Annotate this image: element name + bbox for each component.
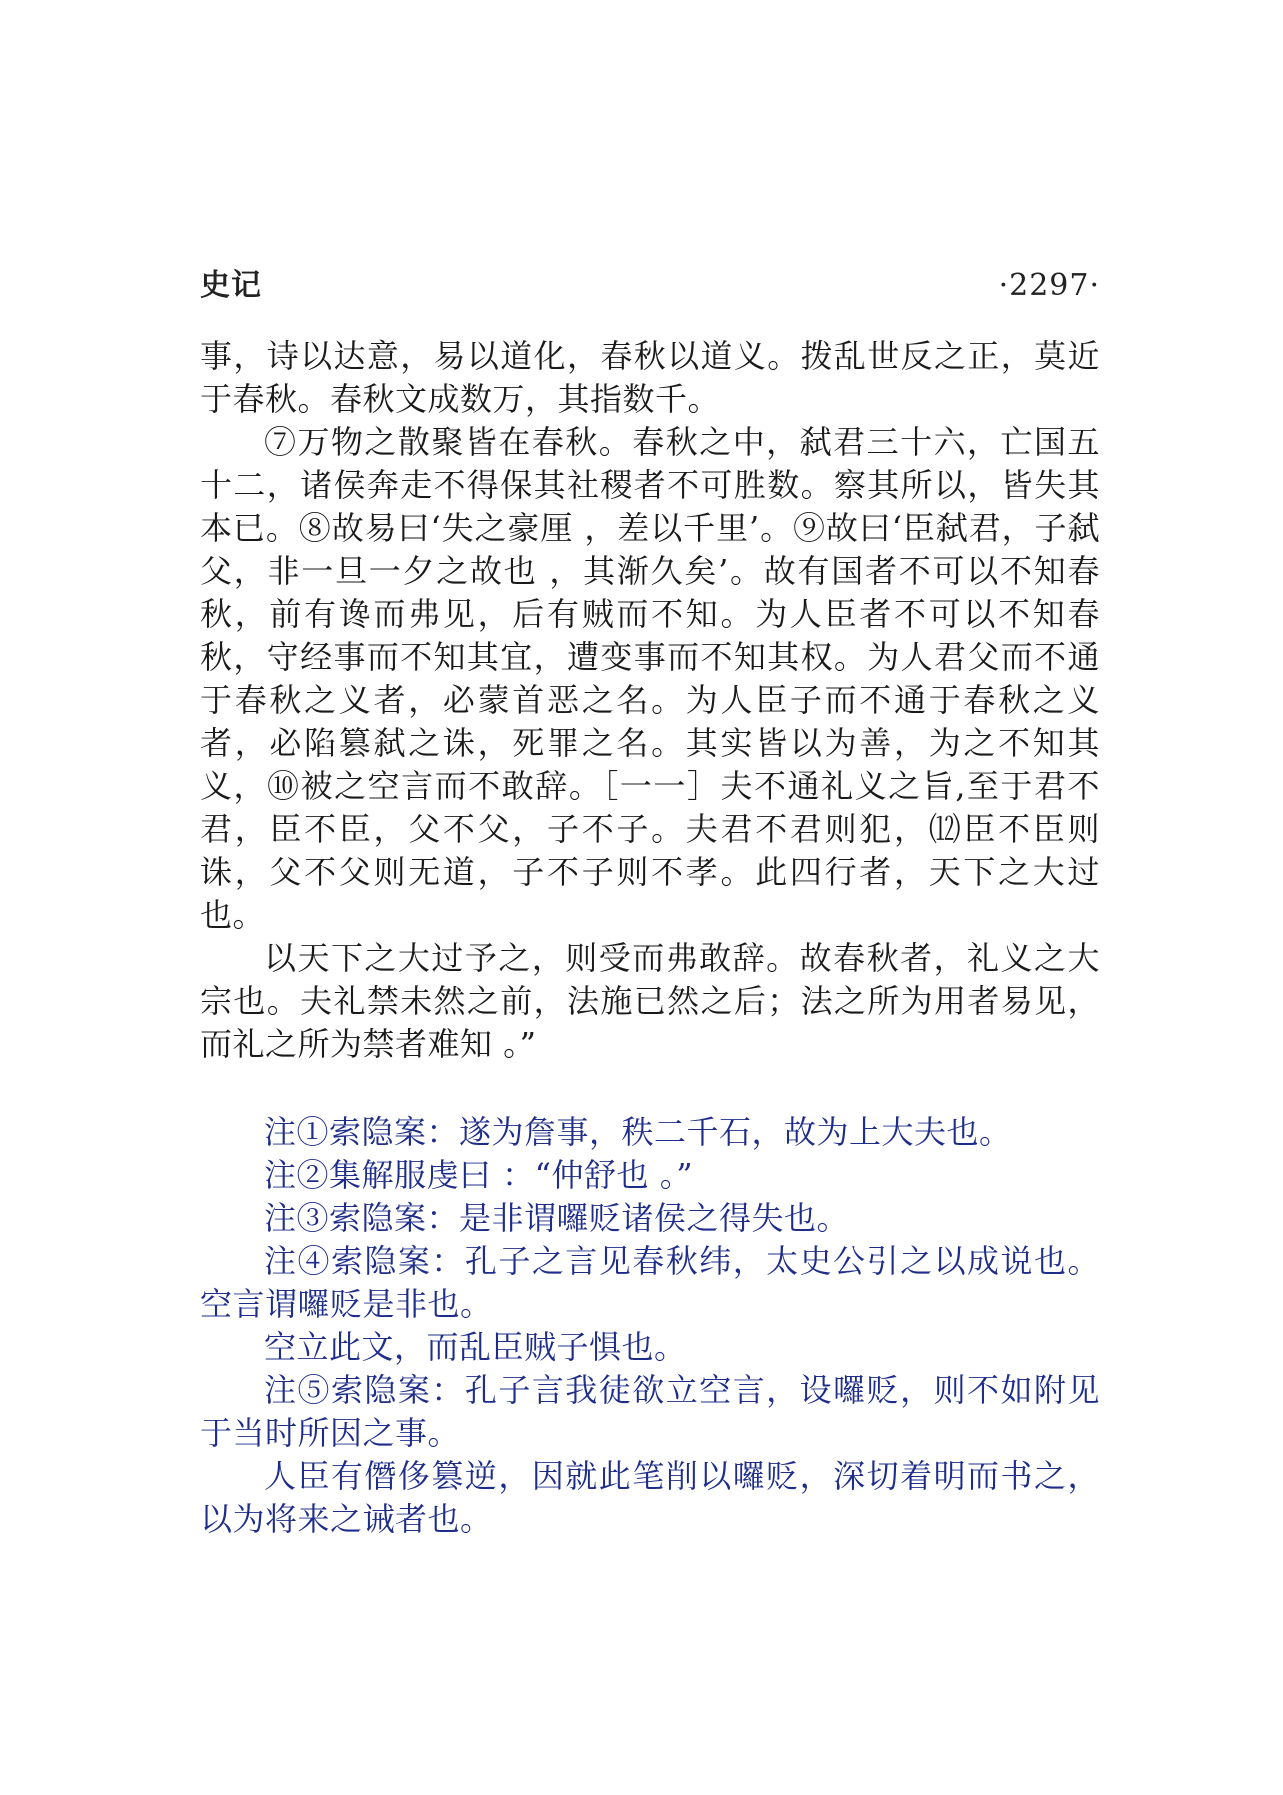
note: 注②集解服虔曰 ：“仲舒也 。” xyxy=(264,1156,694,1194)
note: 人臣有僭侈篡逆，因就此笔削以囉贬，深切着明而书之，以为将来之诫者也。 xyxy=(200,1457,1100,1538)
paragraph: 事，诗以达意，易以道化，春秋以道义。拨乱世反之正，莫近于春秋。春秋文成数万，其指数千。 xyxy=(200,337,1100,418)
annotations xyxy=(200,1111,1100,1541)
note: 注①索隐案：遂为詹事，秩二千石，故为上大夫也。 xyxy=(264,1113,1012,1151)
paragraph: 以天下之大过予之，则受而弗敢辞。故春秋者，礼义之大宗也。夫礼禁未然之前，法施已然之后；法之所为用者易见，而礼之所为禁者难知 。” xyxy=(200,939,1100,1063)
document-page xyxy=(200,265,1100,1541)
paragraph: ⑦万物之散聚皆在春秋。春秋之中，弑君三十六，亡国五十二，诸侯奔走不得保其社稷者不可胜数。察其所以，皆失其本已。⑧故易曰‘失之豪厘 ，差以千里’。⑨故曰‘臣弑君，子弑父，非一旦一夕之故也 ，其渐久矣’。故有国者不可以不知春秋，前有谗而弗见，后有贼而不知。为人臣者不可以不知春秋，守经事而不知其宜，遭变事而不知其权。为人君父而不通于春秋之义者，必蒙首恶之名。为人臣子而不通于春秋之义者，必陷篡弑之诛，死罪之名。其实皆以为善，为之不知其义，⑩被之空言而不敢辞。［一一］夫不通礼义之旨,至于君不君，臣不臣，父不父，子不子。夫君不君则犯，⑿臣不臣则诛，父不父则无道，子不子则不孝。此四行者，天下之大过也。 xyxy=(200,423,1100,934)
running-header xyxy=(200,265,1100,307)
note: 注④索隐案：孔子之言见春秋纬，太史公引之以成说也。空言谓囉贬是非也。 xyxy=(200,1242,1100,1323)
book-title: 史记 xyxy=(200,268,262,303)
note: 空立此文，而乱臣贼子惧也。 xyxy=(264,1328,687,1366)
note: 注⑤索隐案：孔子言我徒欲立空言，设囉贬，则不如附见于当时所因之事。 xyxy=(200,1371,1100,1452)
page-number: ·2297· xyxy=(998,268,1100,303)
main-text xyxy=(200,335,1100,1066)
note: 注③索隐案：是非谓囉贬诸侯之得失也。 xyxy=(264,1199,850,1237)
